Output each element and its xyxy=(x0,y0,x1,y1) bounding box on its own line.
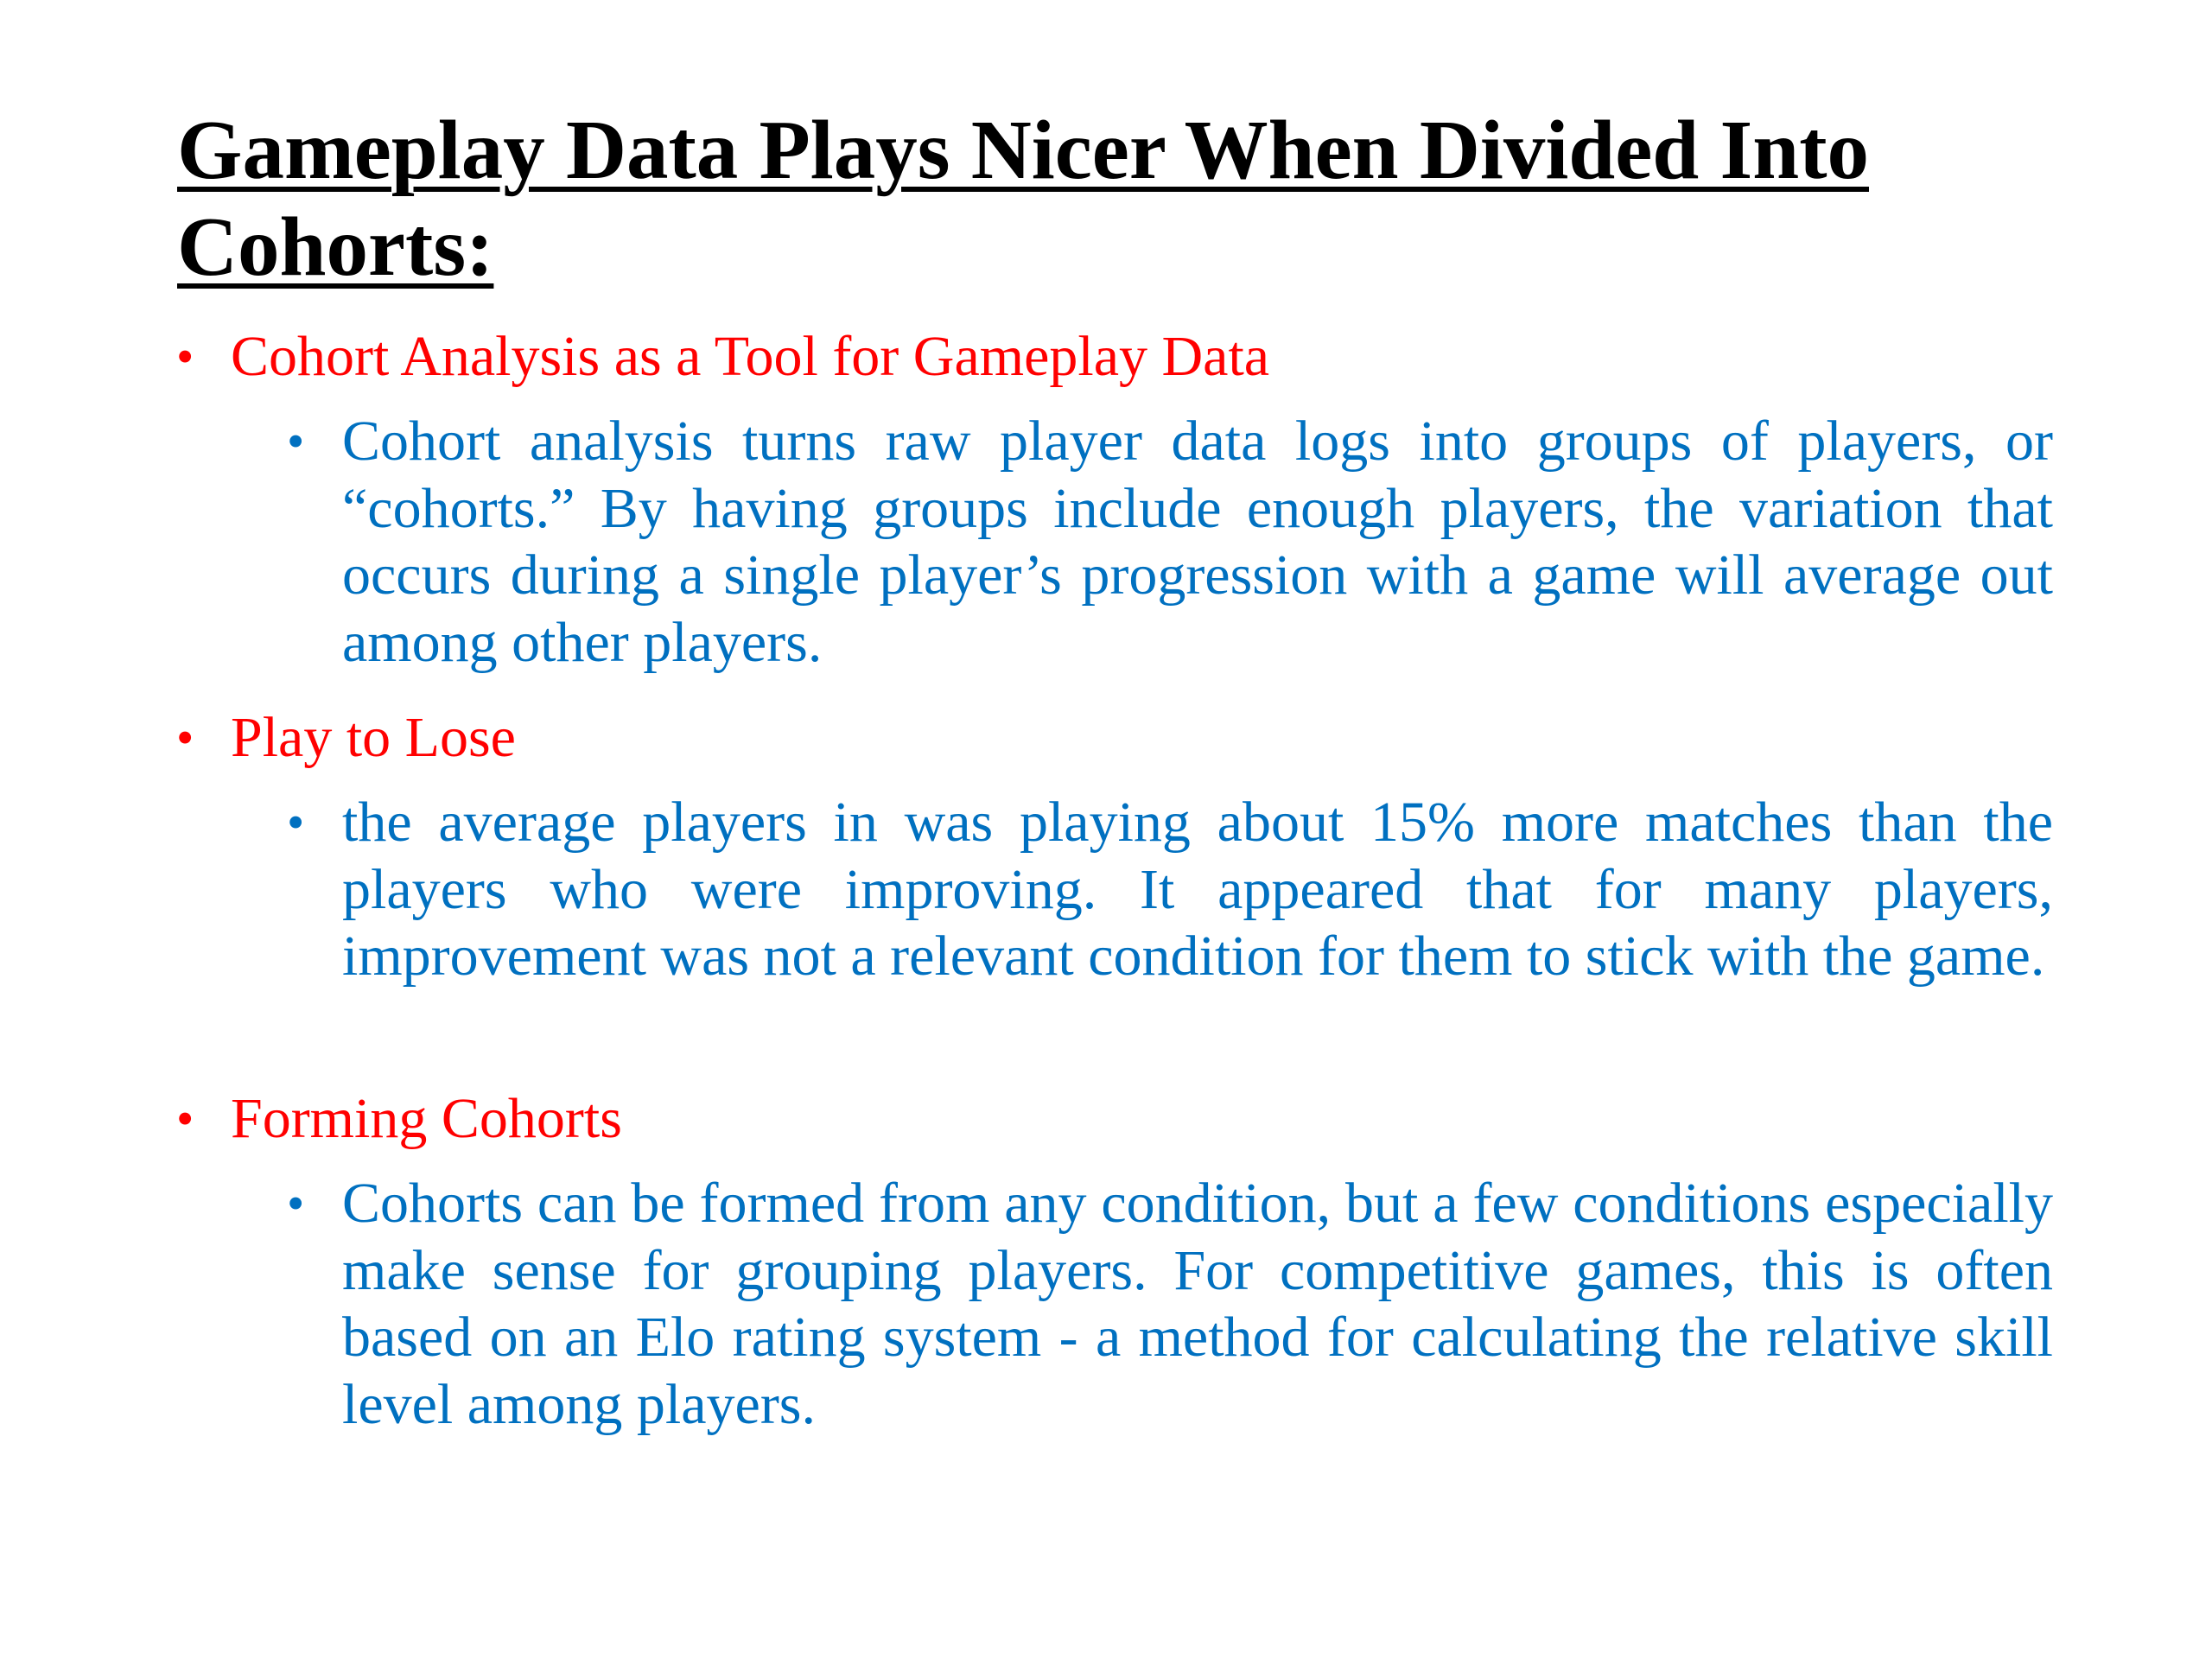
level1-bullet xyxy=(173,704,2056,772)
section-forming-cohorts xyxy=(173,1085,2056,1438)
bullet-icon: • xyxy=(287,1175,305,1231)
level1-bullet-text: Cohort Analysis as a Tool for Gameplay Data xyxy=(231,325,1270,388)
section-play-to-lose xyxy=(173,704,2056,990)
level2-bullet-text: Cohorts can be formed from any condition, but a few conditions especially make sense for grouping players. For competitive games, this is often based on an Elo rating system - a method for calculating the relative skill level among players. xyxy=(342,1172,2053,1436)
bullet-icon: • xyxy=(176,328,194,385)
level2-bullet xyxy=(287,789,2053,990)
level2-bullet-text: the average players in was playing about 15% more matches than the players who were improving. It appeared that for many players, improvement was not a relevant condition for them to stick with the game. xyxy=(342,791,2053,988)
level1-bullet xyxy=(173,323,2056,391)
level2-bullet xyxy=(287,408,2053,676)
level1-bullet xyxy=(173,1085,2056,1153)
bullet-icon: • xyxy=(176,709,194,766)
bullet-icon: • xyxy=(287,413,305,469)
slide-title: Gameplay Data Plays Nicer When Divided Into Cohorts: xyxy=(177,104,1869,293)
level1-bullet-text: Play to Lose xyxy=(231,706,516,769)
level1-bullet-text: Forming Cohorts xyxy=(231,1087,622,1150)
bullet-icon: • xyxy=(287,794,305,850)
level2-bullet xyxy=(287,1170,2053,1438)
section-cohort-analysis xyxy=(173,323,2056,676)
bullet-icon: • xyxy=(176,1090,194,1147)
level2-bullet-text: Cohort analysis turns raw player data logs into groups of players, or “cohorts.” By having groups include enough players, the variation that occurs during a single player’s progression with a game will average out among other players. xyxy=(342,410,2053,674)
